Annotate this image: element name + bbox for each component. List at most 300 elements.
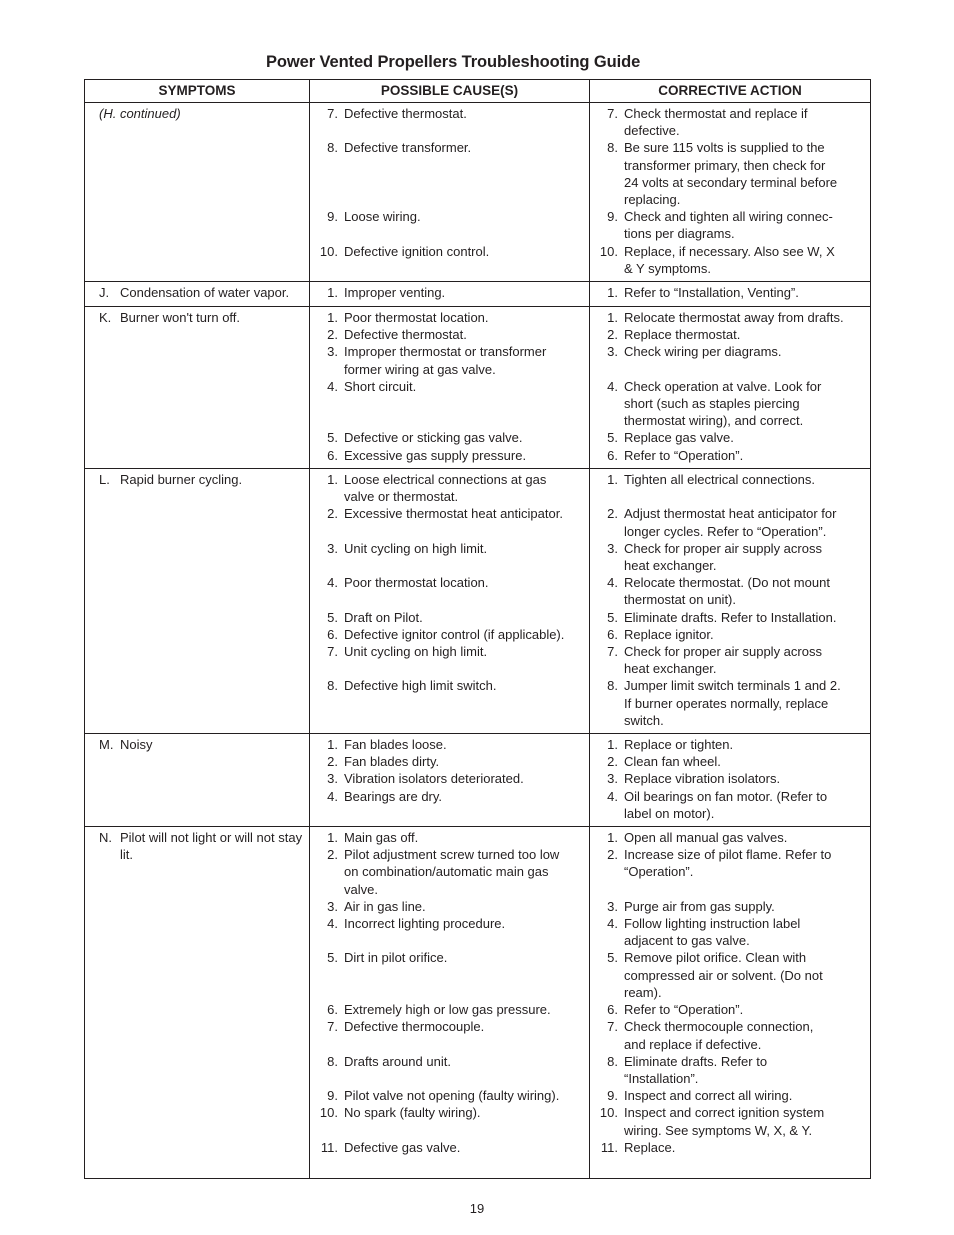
item-number: 3. (327, 898, 338, 914)
action-item-text (624, 626, 864, 643)
action-item-text (624, 284, 864, 301)
cause-item-line: valve or thermostat. (344, 489, 459, 505)
cause-item-line: Defective gas valve. (344, 1139, 461, 1155)
cause-item-line: Main gas off. (344, 830, 419, 846)
actions-cell (590, 734, 871, 827)
item-number: 5. (607, 609, 618, 625)
action-item-line: and replace if defective. (624, 1036, 762, 1052)
cause-item (316, 243, 583, 277)
cause-item (316, 1104, 583, 1138)
symptom-text: Noisy (120, 737, 153, 753)
cause-item-text (344, 626, 583, 643)
symptom (91, 105, 303, 122)
action-item-line: thermostat wiring), and correct. (624, 413, 804, 429)
item-number: 8. (327, 1053, 338, 1069)
action-item-text (624, 736, 864, 753)
item-number: 3. (327, 344, 338, 360)
cause-item (316, 915, 583, 949)
action-item-text (624, 949, 864, 1001)
action-item-line: Check for proper air supply across (624, 540, 822, 556)
action-item-text (624, 505, 864, 539)
cause-item (316, 378, 583, 430)
action-item-text (624, 429, 864, 446)
cause-item-line: valve. (344, 881, 378, 897)
item-number: 2. (327, 327, 338, 343)
actions-header: CORRECTIVE ACTION (590, 80, 871, 103)
symptom-letter: K. (99, 310, 112, 326)
cause-item-line: Extremely high or low gas pressure. (344, 1002, 551, 1018)
item-number: 2. (607, 327, 618, 343)
cause-item-line: Loose wiring. (344, 209, 421, 225)
cause-item (316, 471, 583, 505)
cause-item (316, 677, 583, 729)
action-item (596, 309, 864, 326)
item-number: 5. (327, 950, 338, 966)
item-number: 4. (327, 378, 338, 394)
item-number: 8. (607, 1053, 618, 1069)
action-item-line: switch. (624, 712, 664, 728)
cause-item-text (344, 378, 583, 430)
item-number: 6. (327, 626, 338, 642)
symptom-cell (85, 307, 310, 469)
cause-item-line: Defective high limit switch. (344, 678, 497, 694)
symptom (91, 829, 303, 863)
cause-item-line: Excessive gas supply pressure. (344, 447, 527, 463)
cause-item-line: on combination/automatic main gas (344, 864, 549, 880)
cause-item-line: Short circuit. (344, 378, 417, 394)
action-item-line: Purge air from gas supply. (624, 898, 775, 914)
action-item-line: tions per diagrams. (624, 226, 735, 242)
action-item-line: Relocate thermostat. (Do not mount (624, 575, 830, 591)
action-item-line: Relocate thermostat away from drafts. (624, 310, 844, 326)
item-number: 7. (607, 1019, 618, 1035)
action-item-text (624, 540, 864, 574)
cause-item-text (344, 677, 583, 729)
cause-item-text (344, 1087, 583, 1104)
item-number: 10. (599, 1105, 618, 1121)
item-number: 1. (607, 472, 618, 488)
cause-item-line: Drafts around unit. (344, 1053, 451, 1069)
action-item (596, 829, 864, 846)
cause-item-line: Air in gas line. (344, 898, 426, 914)
cause-item (316, 753, 583, 770)
action-item (596, 915, 864, 949)
action-item-text (624, 1018, 864, 1052)
action-item (596, 505, 864, 539)
symptom-text: Pilot will not light or will not stay lit. (120, 830, 303, 863)
actions-cell (590, 307, 871, 469)
cause-item (316, 898, 583, 915)
cause-item (316, 949, 583, 1001)
table-row (85, 469, 871, 734)
action-item-line: Oil bearings on fan motor. (Refer to (624, 788, 828, 804)
troubleshooting-table (84, 79, 871, 1179)
cause-item-line: Dirt in pilot orifice. (344, 950, 448, 966)
cause-item (316, 1053, 583, 1087)
actions-cell (590, 469, 871, 734)
cause-item-line: Bearings are dry. (344, 788, 443, 804)
item-number: 5. (607, 430, 618, 446)
action-item-line: Refer to “Operation”. (624, 447, 744, 463)
action-item-text (624, 447, 864, 464)
action-item (596, 343, 864, 377)
cause-item-text (344, 139, 583, 208)
cause-item-text (344, 540, 583, 574)
symptom-letter: J. (99, 285, 110, 301)
cause-item-text (344, 574, 583, 608)
action-item (596, 609, 864, 626)
symptom (91, 309, 303, 326)
item-number: 6. (607, 626, 618, 642)
action-item (596, 1139, 864, 1156)
action-item-text (624, 1104, 864, 1138)
item-number: 4. (327, 788, 338, 804)
cause-item-text (344, 105, 583, 139)
causes-cell (310, 734, 590, 827)
item-number: 1. (327, 285, 338, 301)
action-item-text (624, 846, 864, 898)
action-item-line: Replace or tighten. (624, 737, 734, 753)
action-item (596, 139, 864, 208)
item-number: 10. (319, 1105, 338, 1121)
cause-item-text (344, 915, 583, 949)
action-item-line: heat exchanger. (624, 661, 717, 677)
cause-item-line: Defective thermostat. (344, 106, 467, 121)
item-number: 8. (327, 678, 338, 694)
action-item (596, 326, 864, 343)
item-number: 7. (607, 644, 618, 660)
action-item (596, 788, 864, 822)
cause-item-line: Defective thermocouple. (344, 1019, 485, 1035)
symptom-cell (85, 734, 310, 827)
item-number: 2. (607, 847, 618, 863)
cause-item (316, 540, 583, 574)
cause-item (316, 609, 583, 626)
action-item-line: Refer to “Operation”. (624, 1002, 744, 1018)
action-item (596, 898, 864, 915)
action-item-line: Refer to “Installation, Venting”. (624, 285, 799, 301)
action-item-line: Clean fan wheel. (624, 754, 721, 770)
cause-item-line: Fan blades dirty. (344, 754, 440, 770)
item-number: 4. (607, 788, 618, 804)
symptom-text: Burner won't turn off. (120, 310, 241, 326)
action-item (596, 471, 864, 505)
action-item-line: longer cycles. Refer to “Operation”. (624, 523, 827, 539)
cause-item-text (344, 208, 583, 242)
actions-cell (590, 282, 871, 307)
item-number: 4. (607, 378, 618, 394)
symptom (91, 736, 303, 753)
table-row (85, 307, 871, 469)
action-item-line: Check thermocouple connection, (624, 1019, 814, 1035)
action-item-text (624, 643, 864, 677)
action-item-text (624, 898, 864, 915)
action-item-line: Replace gas valve. (624, 430, 734, 446)
cause-item-text (344, 846, 583, 898)
cause-item-line: Poor thermostat location. (344, 575, 489, 591)
action-item (596, 1087, 864, 1104)
action-item-text (624, 309, 864, 326)
symptom-text: Rapid burner cycling. (120, 472, 243, 488)
item-number: 3. (327, 540, 338, 556)
action-item (596, 626, 864, 643)
cause-item-line: Pilot adjustment screw turned too low (344, 847, 560, 863)
action-item-text (624, 574, 864, 608)
action-item (596, 643, 864, 677)
item-number: 9. (607, 1088, 618, 1104)
header-row (85, 80, 871, 103)
symptom-letter: L. (99, 472, 110, 488)
item-number: 1. (607, 830, 618, 846)
item-number: 1. (607, 737, 618, 753)
cause-item-line: Draft on Pilot. (344, 609, 423, 625)
action-item-text (624, 1087, 864, 1104)
cause-item-text (344, 326, 583, 343)
item-number: 2. (327, 506, 338, 522)
cause-item-line: Defective transformer. (344, 140, 472, 156)
cause-item-line: Vibration isolators deteriorated. (344, 771, 524, 787)
cause-item (316, 770, 583, 787)
action-item-line: Check and tighten all wiring connec- (624, 209, 833, 225)
cause-item-text (344, 770, 583, 787)
cause-item-text (344, 429, 583, 446)
cause-item (316, 326, 583, 343)
item-number: 11. (320, 1139, 338, 1155)
action-item-line: thermostat on unit). (624, 592, 736, 608)
item-number: 4. (607, 916, 618, 932)
cause-item-text (344, 343, 583, 377)
cause-item (316, 447, 583, 464)
action-item-text (624, 471, 864, 505)
item-number: 1. (607, 310, 618, 326)
table-body (85, 103, 871, 1179)
cause-item-text (344, 1053, 583, 1087)
cause-item (316, 208, 583, 242)
item-number: 5. (607, 950, 618, 966)
action-item-line: Be sure 115 volts is supplied to the (624, 140, 825, 156)
item-number: 10. (599, 243, 618, 259)
action-item (596, 1053, 864, 1087)
action-item-line: Check thermostat and replace if (624, 106, 808, 121)
cause-item-text (344, 1018, 583, 1052)
item-number: 2. (327, 847, 338, 863)
action-item-line: 24 volts at secondary terminal before (624, 174, 838, 190)
cause-item-line: No spark (faulty wiring). (344, 1105, 481, 1121)
item-number: 7. (327, 1019, 338, 1035)
cause-item-line: Pilot valve not opening (faulty wiring). (344, 1088, 560, 1104)
action-item-line: Follow lighting instruction label (624, 916, 801, 932)
cause-item-text (344, 898, 583, 915)
cause-item-line: Defective thermostat. (344, 327, 467, 343)
action-item-line: short (such as staples piercing (624, 396, 800, 412)
action-item-line: transformer primary, then check for (624, 157, 826, 173)
action-item-text (624, 1053, 864, 1087)
action-item (596, 846, 864, 898)
action-item (596, 736, 864, 753)
item-number: 8. (327, 140, 338, 156)
item-number: 1. (327, 830, 338, 846)
cause-item-text (344, 753, 583, 770)
causes-cell (310, 103, 590, 282)
item-number: 10. (319, 243, 338, 259)
cause-item-line: Unit cycling on high limit. (344, 540, 488, 556)
cause-item (316, 574, 583, 608)
item-number: 1. (327, 310, 338, 326)
item-number: 3. (607, 344, 618, 360)
page-number: 19 (469, 1201, 485, 1216)
action-item (596, 243, 864, 277)
item-number: 6. (327, 447, 338, 463)
item-number: 8. (607, 140, 618, 156)
action-item-text (624, 753, 864, 770)
action-item (596, 447, 864, 464)
action-item-line: Eliminate drafts. Refer to (624, 1053, 768, 1069)
action-item-line: adjacent to gas valve. (624, 933, 750, 949)
cause-item-line: Improper venting. (344, 285, 446, 301)
item-number: 5. (327, 430, 338, 446)
table-row (85, 827, 871, 1179)
symptom-text: (H. continued) (99, 106, 181, 121)
action-item-line: Inspect and correct all wiring. (624, 1088, 793, 1104)
action-item-text (624, 609, 864, 626)
symptom (91, 284, 303, 301)
cause-item-text (344, 243, 583, 277)
action-item-line: Adjust thermostat heat anticipator for (624, 506, 837, 522)
item-number: 9. (327, 209, 338, 225)
item-number: 1. (607, 285, 618, 301)
cause-item (316, 505, 583, 539)
action-item-line: Increase size of pilot flame. Refer to (624, 847, 832, 863)
action-item-line: ream). (624, 984, 662, 1000)
item-number: 4. (327, 916, 338, 932)
actions-cell (590, 103, 871, 282)
cause-item-text (344, 788, 583, 822)
cause-item-line: Poor thermostat location. (344, 310, 489, 326)
action-item (596, 540, 864, 574)
action-item (596, 574, 864, 608)
item-number: 1. (327, 472, 338, 488)
causes-cell (310, 469, 590, 734)
action-item-line: replacing. (624, 192, 681, 208)
action-item (596, 677, 864, 729)
action-item-line: wiring. See symptoms W, X, & Y. (624, 1122, 813, 1138)
cause-item-text (344, 829, 583, 846)
cause-item (316, 736, 583, 753)
cause-item (316, 105, 583, 139)
symptom (91, 471, 303, 488)
action-item-line: & Y symptoms. (624, 260, 711, 276)
symptom-text: Condensation of water vapor. (120, 285, 290, 301)
action-item (596, 1001, 864, 1018)
causes-header: POSSIBLE CAUSE(S) (310, 80, 590, 103)
item-number: 2. (327, 754, 338, 770)
item-number: 7. (327, 644, 338, 660)
action-item-line: Remove pilot orifice. Clean with (624, 950, 807, 966)
item-number: 5. (327, 609, 338, 625)
action-item-line: “Operation”. (624, 864, 694, 880)
item-number: 9. (607, 209, 618, 225)
cause-item-line: former wiring at gas valve. (344, 361, 496, 377)
symptom-cell (85, 282, 310, 307)
action-item-text (624, 788, 864, 822)
action-item-line: “Installation”. (624, 1070, 699, 1086)
page-title: Power Vented Propellers Troubleshooting Guide (266, 53, 641, 71)
item-number: 8. (607, 678, 618, 694)
action-item-text (624, 105, 864, 139)
cause-item (316, 429, 583, 446)
cause-item (316, 309, 583, 326)
action-item (596, 105, 864, 139)
causes-cell (310, 282, 590, 307)
cause-item (316, 343, 583, 377)
action-item-line: Check wiring per diagrams. (624, 344, 782, 360)
cause-item-text (344, 1001, 583, 1018)
item-number: 2. (607, 754, 618, 770)
action-item-line: Replace. (624, 1139, 676, 1155)
item-number: 6. (607, 1002, 618, 1018)
actions-cell (590, 827, 871, 1179)
item-number: 3. (607, 540, 618, 556)
item-number: 2. (607, 506, 618, 522)
cause-item (316, 1001, 583, 1018)
action-item (596, 949, 864, 1001)
cause-item-text (344, 736, 583, 753)
action-item-line: Tighten all electrical connections. (624, 472, 816, 488)
action-item-line: If burner operates normally, replace (624, 695, 829, 711)
action-item-text (624, 1001, 864, 1018)
action-item-text (624, 829, 864, 846)
cause-item (316, 829, 583, 846)
cause-item (316, 643, 583, 677)
action-item-text (624, 915, 864, 949)
action-item-text (624, 343, 864, 377)
action-item-line: Replace thermostat. (624, 327, 741, 343)
action-item (596, 1104, 864, 1138)
symptom-letter: N. (99, 830, 112, 846)
cause-item-text (344, 1139, 583, 1156)
symptom-cell (85, 827, 310, 1179)
table-row (85, 282, 871, 307)
cause-item (316, 284, 583, 301)
cause-item-text (344, 949, 583, 1001)
action-item-line: Jumper limit switch terminals 1 and 2. (624, 678, 841, 694)
cause-item-line: Defective or sticking gas valve. (344, 430, 523, 446)
item-number: 1. (327, 737, 338, 753)
cause-item (316, 846, 583, 898)
action-item-line: Replace ignitor. (624, 626, 714, 642)
cause-item (316, 1139, 583, 1156)
action-item-line: compressed air or solvent. (Do not (624, 967, 823, 983)
cause-item-text (344, 505, 583, 539)
cause-item-line: Fan blades loose. (344, 737, 447, 753)
action-item-line: Replace, if necessary. Also see W, X (624, 243, 835, 259)
action-item-line: Replace vibration isolators. (624, 771, 781, 787)
action-item (596, 284, 864, 301)
action-item-line: Check for proper air supply across (624, 644, 822, 660)
symptom-cell (85, 103, 310, 282)
symptom-cell (85, 469, 310, 734)
cause-item-line: Unit cycling on high limit. (344, 644, 488, 660)
item-number: 3. (607, 898, 618, 914)
action-item-text (624, 677, 864, 729)
cause-item-text (344, 309, 583, 326)
item-number: 7. (327, 106, 338, 121)
action-item-line: Open all manual gas valves. (624, 830, 788, 846)
action-item-line: Eliminate drafts. Refer to Installation. (624, 609, 837, 625)
action-item (596, 429, 864, 446)
cause-item-line: Improper thermostat or transformer (344, 344, 547, 360)
item-number: 3. (327, 771, 338, 787)
